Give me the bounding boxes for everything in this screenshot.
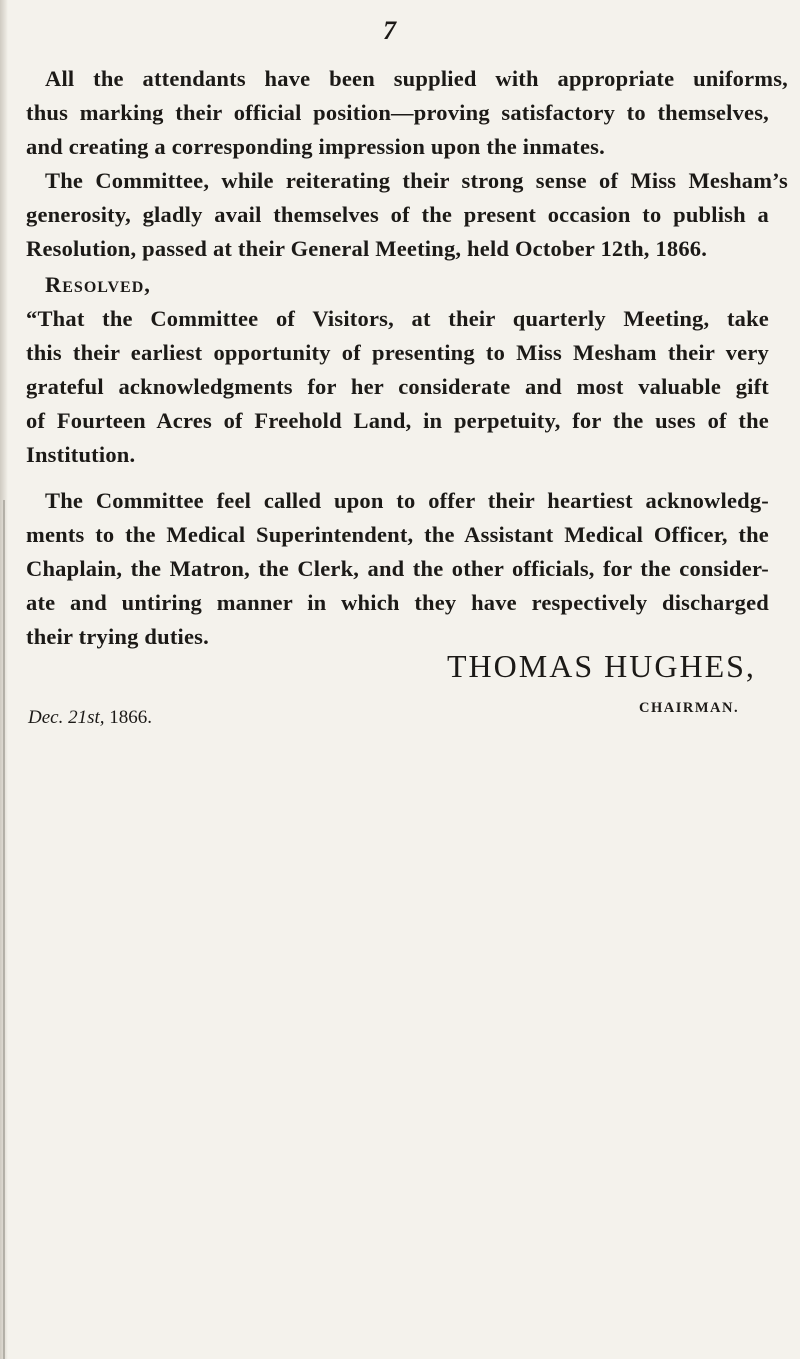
date-year: 1866. — [109, 707, 153, 728]
paragraph-3-line-4: of Fourteen Acres of Freehold Land, in perpetuity, for the uses of the — [26, 408, 769, 433]
page-number: 7 — [383, 16, 396, 45]
resolved-heading: Resolved, — [45, 272, 151, 297]
binding-edge — [3, 500, 5, 1359]
signatory-title: CHAIRMAN. — [639, 700, 740, 716]
paragraph-1-line-3: and creating a corresponding impression upon the inmates. — [26, 134, 605, 159]
paragraph-3-line-1: “That the Committee of Visitors, at their quarterly Meeting, take — [26, 306, 769, 331]
paragraph-3-line-2: this their earliest opportunity of presenting to Miss Mesham their very — [26, 340, 769, 365]
paragraph-4-line-1: The Committee feel called upon to offer their heartiest acknowledg- — [45, 488, 769, 513]
date-month-day: Dec. 21st, — [28, 707, 105, 728]
paragraph-4-line-3: Chaplain, the Matron, the Clerk, and the other officials, for the consider- — [26, 556, 769, 581]
paragraph-4-line-4: ate and untiring manner in which they have respectively discharged — [26, 590, 769, 615]
paragraph-1-line-2: thus marking their official position—proving satisfactory to themselves, — [26, 100, 769, 125]
paragraph-3-line-5: Institution. — [26, 442, 136, 467]
signatory-name: THOMAS HUGHES, — [447, 648, 756, 684]
paragraph-2-line-3: Resolution, passed at their General Meeting, held October 12th, 1866. — [26, 236, 708, 261]
paragraph-1-line-1: All the attendants have been supplied with appropriate uniforms, — [45, 66, 788, 91]
paragraph-4-line-2: ments to the Medical Superintendent, the Assistant Medical Officer, the — [26, 522, 769, 547]
date-line — [28, 707, 152, 729]
paragraph-2-line-2: generosity, gladly avail themselves of the present occasion to publish a — [26, 202, 769, 227]
paragraph-3-line-3: grateful acknowledgments for her considerate and most valuable gift — [26, 374, 769, 399]
paragraph-4-line-5: their trying duties. — [26, 624, 209, 649]
paragraph-2-line-1: The Committee, while reiterating their strong sense of Miss Mesham’s — [45, 168, 788, 193]
